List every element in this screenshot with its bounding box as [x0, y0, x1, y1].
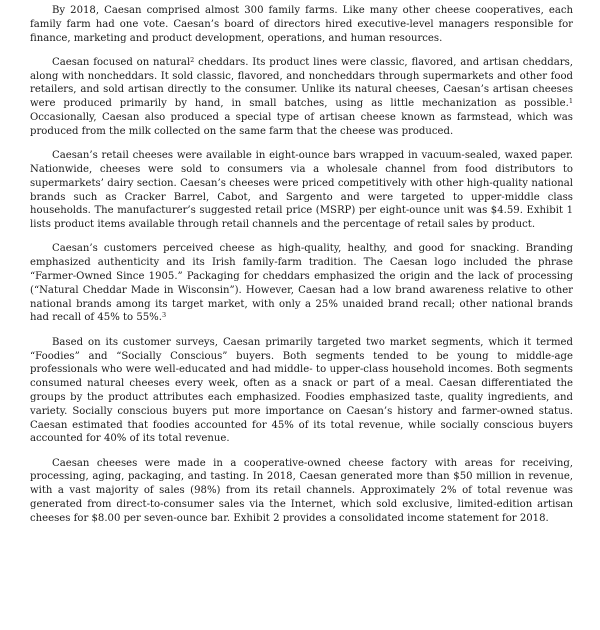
paragraph-4 — [30, 242, 573, 325]
footnote-ref: 2 — [190, 55, 195, 64]
paragraph-text: Caesan’s customers perceived cheese as high-quality, healthy, and good for snacking. Branding emphasized authenticity and its Irish family-farm tradition. The Caesan logo included the phrase “Farmer-Owned Since 1905.” Packaging for cheddars emphasized the origin and the lack of processing (“Natural Cheddar Made in Wisconsin”). However, Caesan had a low brand awareness relative to other national brands among its target market, with only a 25% unaided brand recall; other national brands had recall of 45% to 55%. — [30, 243, 573, 324]
paragraph-5 — [30, 336, 573, 446]
paragraph-text: cheddars. Its product lines were classic, flavored, and artisan cheddars, along with noncheddars. It sold classic, flavored, and noncheddars through supermarkets and other food retailers, and sold artisan directly to the consumer. Unlike its natural cheeses, Caesan’s artisan cheeses were produced primarily by hand, in small batches, using as little mechanization as possible. — [30, 56, 573, 110]
paragraph-text: By 2018, Caesan comprised almost 300 family farms. Like many other cheese cooperatives, each family farm had one vote. Caesan’s board of directors hired executive-level managers responsible for finance, marketing and product development, operations, and human resources. — [30, 5, 573, 44]
paragraph-2 — [30, 56, 573, 139]
paragraph-text: Caesan focused on natural — [52, 56, 191, 68]
paragraph-text: Caesan’s retail cheeses were available in eight-ounce bars wrapped in vacuum-sealed, waxed paper. Nationwide, cheeses were sold to consumers via a wholesale channel from food distributors to supermarkets’ dairy section. Caesan’s cheeses were priced competitively with other high-quality national brands such as Cracker Barrel, Cabot, and Sargento and were targeted to upper-middle class households. The manufacturer’s suggested retail price (MSRP) per eight-ounce unit was $4.59. Exhibit 1 lists product items available through retail channels and the percentage of retail sales by product. — [30, 150, 573, 231]
paragraph-text: Occasionally, Caesan also produced a special type of artisan cheese known as farmstead, which was produced from the milk collected on the same farm that the cheese was produced. — [30, 112, 573, 137]
footnote-ref: 1 — [568, 97, 573, 106]
paragraph-1 — [30, 4, 573, 45]
paragraph-text: Caesan cheeses were made in a cooperative-owned cheese factory with areas for receiving, processing, aging, packaging, and tasting. In 2018, Caesan generated more than $50 million in revenue, with a vast majority of sales (98%) from its retail channels. Approximately 2% of total revenue was generated from direct-to-consumer sales via the Internet, which sold exclusive, limited-edition artisan cheeses for $8.00 per seven-ounce bar. Exhibit 2 provides a consolidated income statement for 2018. — [30, 457, 573, 524]
footnote-ref: 3 — [161, 311, 167, 320]
paragraph-6 — [30, 457, 573, 526]
paragraph-text: Based on its customer surveys, Caesan primarily targeted two market segments, which it termed “Foodies” and “Socially Conscious” buyers. Both segments tended to be young to middle-age professionals who were well-educated and had middle- to upper-class household incomes. Both segments consumed natural cheeses every week, often as a snack or part of a meal. Caesan differentiated the groups by the product attributes each emphasized. Foodies emphasized taste, quality ingredients, and variety. Socially conscious buyers put more importance on Caesan’s history and farmer-owned status. Caesan estimated that foodies accounted for 45% of its total revenue, while socially conscious buyers accounted for 40% of its total revenue. — [30, 336, 573, 445]
paragraph-3 — [30, 149, 573, 232]
